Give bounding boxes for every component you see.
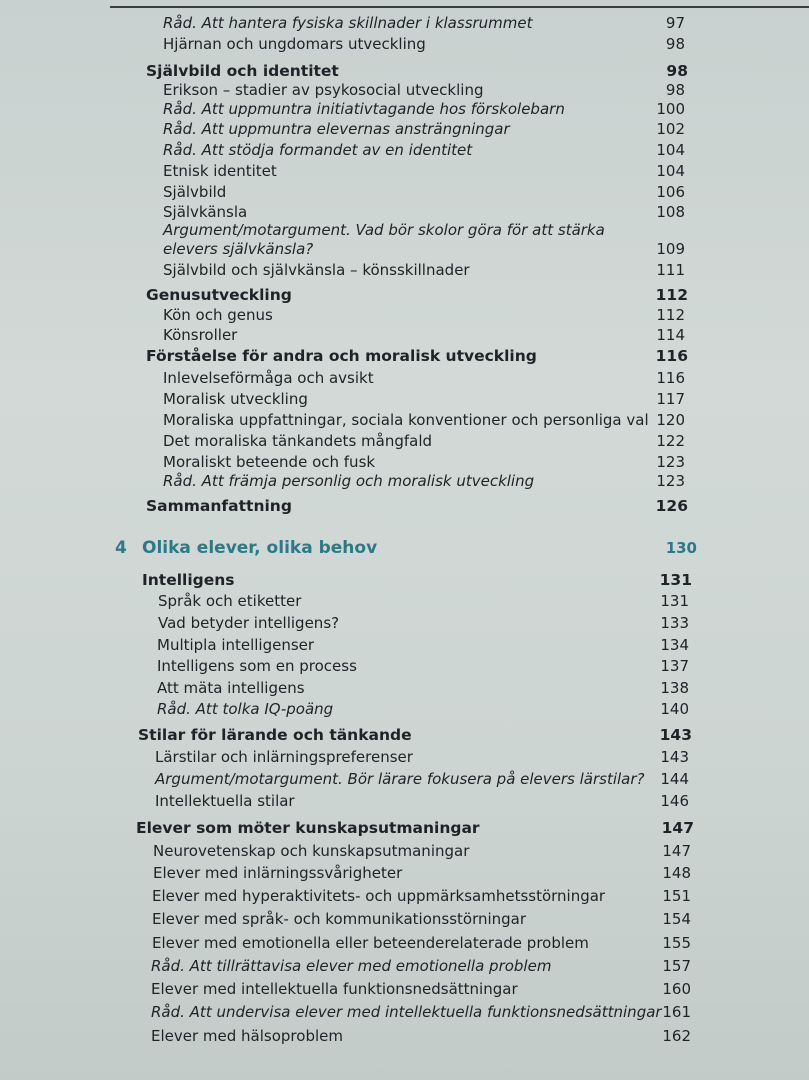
entry-title: Råd. Att tillrättavisa elever med emotionella problem	[151, 957, 552, 975]
entry-title: Argument/motargument. Bör lärare fokusera på elevers lärstilar?	[155, 770, 645, 788]
page-number: 162	[662, 1027, 691, 1045]
section-entry	[0, 495, 809, 517]
entry-title: Råd. Att undervisa elever med intellektuella funktionsnedsättningar	[151, 1003, 662, 1021]
entry-title: Kön och genus	[163, 306, 273, 324]
entry-title: elevers självkänsla?	[163, 240, 314, 258]
subsection-entry	[0, 634, 809, 656]
page-number: 117	[656, 390, 685, 408]
page-number: 137	[660, 657, 689, 675]
entry-title: Råd. Att tolka IQ-poäng	[157, 700, 334, 718]
chapter-entry	[0, 537, 809, 559]
subsection-entry	[0, 862, 809, 884]
entry-title: Neurovetenskap och kunskapsutmaningar	[153, 842, 470, 860]
page-number: 98	[665, 35, 685, 53]
subsection-entry	[0, 409, 809, 431]
page-number: 148	[662, 864, 691, 882]
page-number: 134	[660, 636, 689, 654]
page-number: 131	[660, 592, 689, 610]
page-number: 98	[666, 62, 688, 80]
page-number: 123	[656, 453, 685, 471]
page-number: 154	[662, 910, 691, 928]
entry-title: Intelligens	[142, 571, 235, 589]
entry-title: Argument/motargument. Vad bör skolor göra för att stärka	[163, 221, 605, 239]
entry-title: Stilar för lärande och tänkande	[138, 726, 412, 744]
subsection-entry	[0, 978, 809, 1000]
subsection-entry	[0, 1025, 809, 1047]
entry-title: Förståelse för andra och moralisk utveckling	[146, 347, 537, 365]
page-number: 123	[656, 472, 685, 490]
page-number: 120	[656, 411, 685, 429]
page-number: 144	[660, 770, 689, 788]
page-number: 160	[662, 980, 691, 998]
subsection-entry	[0, 259, 809, 281]
page-number: 108	[656, 203, 685, 221]
page-number: 102	[656, 120, 685, 138]
entry-title: Könsroller	[163, 326, 238, 344]
page-number: 143	[660, 748, 689, 766]
entry-title: Sammanfattning	[146, 497, 292, 515]
subsection-entry	[0, 746, 809, 768]
page-number: 155	[662, 934, 691, 952]
subsection-entry	[0, 98, 809, 120]
subsection-entry	[0, 677, 809, 699]
page-number: 104	[656, 162, 685, 180]
entry-title: Självkänsla	[163, 203, 248, 221]
subsection-entry	[0, 160, 809, 182]
entry-title: Råd. Att uppmuntra initiativtagande hos förskolebarn	[163, 100, 565, 118]
page-number: 106	[656, 183, 685, 201]
subsection-entry	[0, 932, 809, 954]
page-number: 114	[656, 326, 685, 344]
entry-title: Råd. Att främja personlig och moralisk utveckling	[163, 472, 535, 490]
entry-title: Elever med hälsoproblem	[151, 1027, 343, 1045]
page-number: 146	[660, 792, 689, 810]
entry-title: Elever med emotionella eller beteenderelaterade problem	[152, 934, 589, 952]
entry-title: Moraliska uppfattningar, sociala konventioner och personliga val	[163, 411, 649, 429]
page-number: 97	[665, 14, 685, 32]
entry-title: Självbild	[163, 183, 227, 201]
page-number: 104	[656, 141, 685, 159]
page-number: 122	[656, 432, 685, 450]
entry-title: Etnisk identitet	[163, 162, 277, 180]
entry-title: Språk och etiketter	[158, 592, 302, 610]
subsection-entry	[0, 612, 809, 634]
section-entry	[0, 724, 809, 746]
page-number: 116	[656, 369, 685, 387]
subsection-entry	[0, 1001, 809, 1023]
subsection-entry	[0, 768, 809, 790]
page-number: 151	[662, 887, 691, 905]
subsection-entry	[0, 139, 809, 161]
subsection-entry	[0, 324, 809, 346]
section-entry	[0, 284, 809, 306]
subsection-entry	[0, 840, 809, 862]
subsection-entry	[0, 655, 809, 677]
page-number: 143	[659, 726, 692, 744]
entry-title: Olika elever, olika behov	[142, 538, 378, 558]
page-number: 109	[656, 240, 685, 258]
page-number: 130	[665, 539, 697, 557]
page-number: 140	[660, 700, 689, 718]
entry-title: Elever med språk- och kommunikationsstörningar	[152, 910, 527, 928]
subsection-entry	[0, 908, 809, 930]
subsection-entry	[0, 304, 809, 326]
entry-title: Elever med hyperaktivitets- och uppmärksamhetsstörningar	[152, 887, 606, 905]
entry-title: Vad betyder intelligens?	[158, 614, 340, 632]
entry-title: Intelligens som en process	[157, 657, 357, 675]
entry-title: Elever med intellektuella funktionsnedsättningar	[151, 980, 518, 998]
entry-title: Elever som möter kunskapsutmaningar	[136, 819, 480, 837]
page-number: 116	[655, 347, 688, 365]
subsection-entry	[0, 470, 809, 492]
subsection-entry	[0, 790, 809, 812]
page-number: 111	[656, 261, 685, 279]
subsection-entry	[0, 698, 809, 720]
page-number: 133	[660, 614, 689, 632]
entry-title: Inlevelseförmåga och avsikt	[163, 369, 374, 387]
subsection-entry	[0, 118, 809, 140]
top-rule	[110, 6, 809, 8]
subsection-entry	[0, 33, 809, 55]
entry-title: Genusutveckling	[146, 286, 292, 304]
entry-title: Intellektuella stilar	[155, 792, 295, 810]
subsection-entry	[0, 955, 809, 977]
entry-title: Moralisk utveckling	[163, 390, 308, 408]
entry-title: Självbild och självkänsla – könsskillnader	[163, 261, 470, 279]
subsection-entry	[0, 238, 809, 260]
entry-title: Elever med inlärningssvårigheter	[153, 864, 403, 882]
subsection-entry	[0, 430, 809, 452]
subsection-entry	[0, 367, 809, 389]
page-number: 147	[662, 842, 691, 860]
page-number: 98	[665, 81, 685, 99]
entry-title: Att mäta intelligens	[157, 679, 305, 697]
page-number: 112	[655, 286, 688, 304]
entry-title: Råd. Att hantera fysiska skillnader i klassrummet	[163, 14, 533, 32]
section-entry	[0, 569, 809, 591]
subsection-entry	[0, 12, 809, 34]
entry-title: Multipla intelligenser	[157, 636, 315, 654]
subsection-entry	[0, 388, 809, 410]
subsection-entry	[0, 181, 809, 203]
page-number: 138	[660, 679, 689, 697]
subsection-entry	[0, 590, 809, 612]
chapter-number: 4	[115, 538, 127, 558]
page-number: 126	[655, 497, 688, 515]
entry-title: Erikson – stadier av psykosocial utveckling	[163, 81, 484, 99]
entry-title: Det moraliska tänkandets mångfald	[163, 432, 433, 450]
entry-title: Moraliskt beteende och fusk	[163, 453, 376, 471]
section-entry	[0, 345, 809, 367]
entry-title: Råd. Att stödja formandet av en identitet	[163, 141, 473, 159]
page-number: 131	[659, 571, 692, 589]
page-number: 157	[662, 957, 691, 975]
section-entry	[0, 817, 809, 839]
entry-title: Hjärnan och ungdomars utveckling	[163, 35, 426, 53]
entry-title: Lärstilar och inlärningspreferenser	[155, 748, 413, 766]
page-number: 100	[656, 100, 685, 118]
page-number: 161	[662, 1003, 691, 1021]
page-number: 147	[661, 819, 694, 837]
subsection-entry	[0, 885, 809, 907]
entry-title: Råd. Att uppmuntra elevernas ansträngningar	[163, 120, 510, 138]
page-number: 112	[656, 306, 685, 324]
entry-title: Självbild och identitet	[146, 62, 339, 80]
